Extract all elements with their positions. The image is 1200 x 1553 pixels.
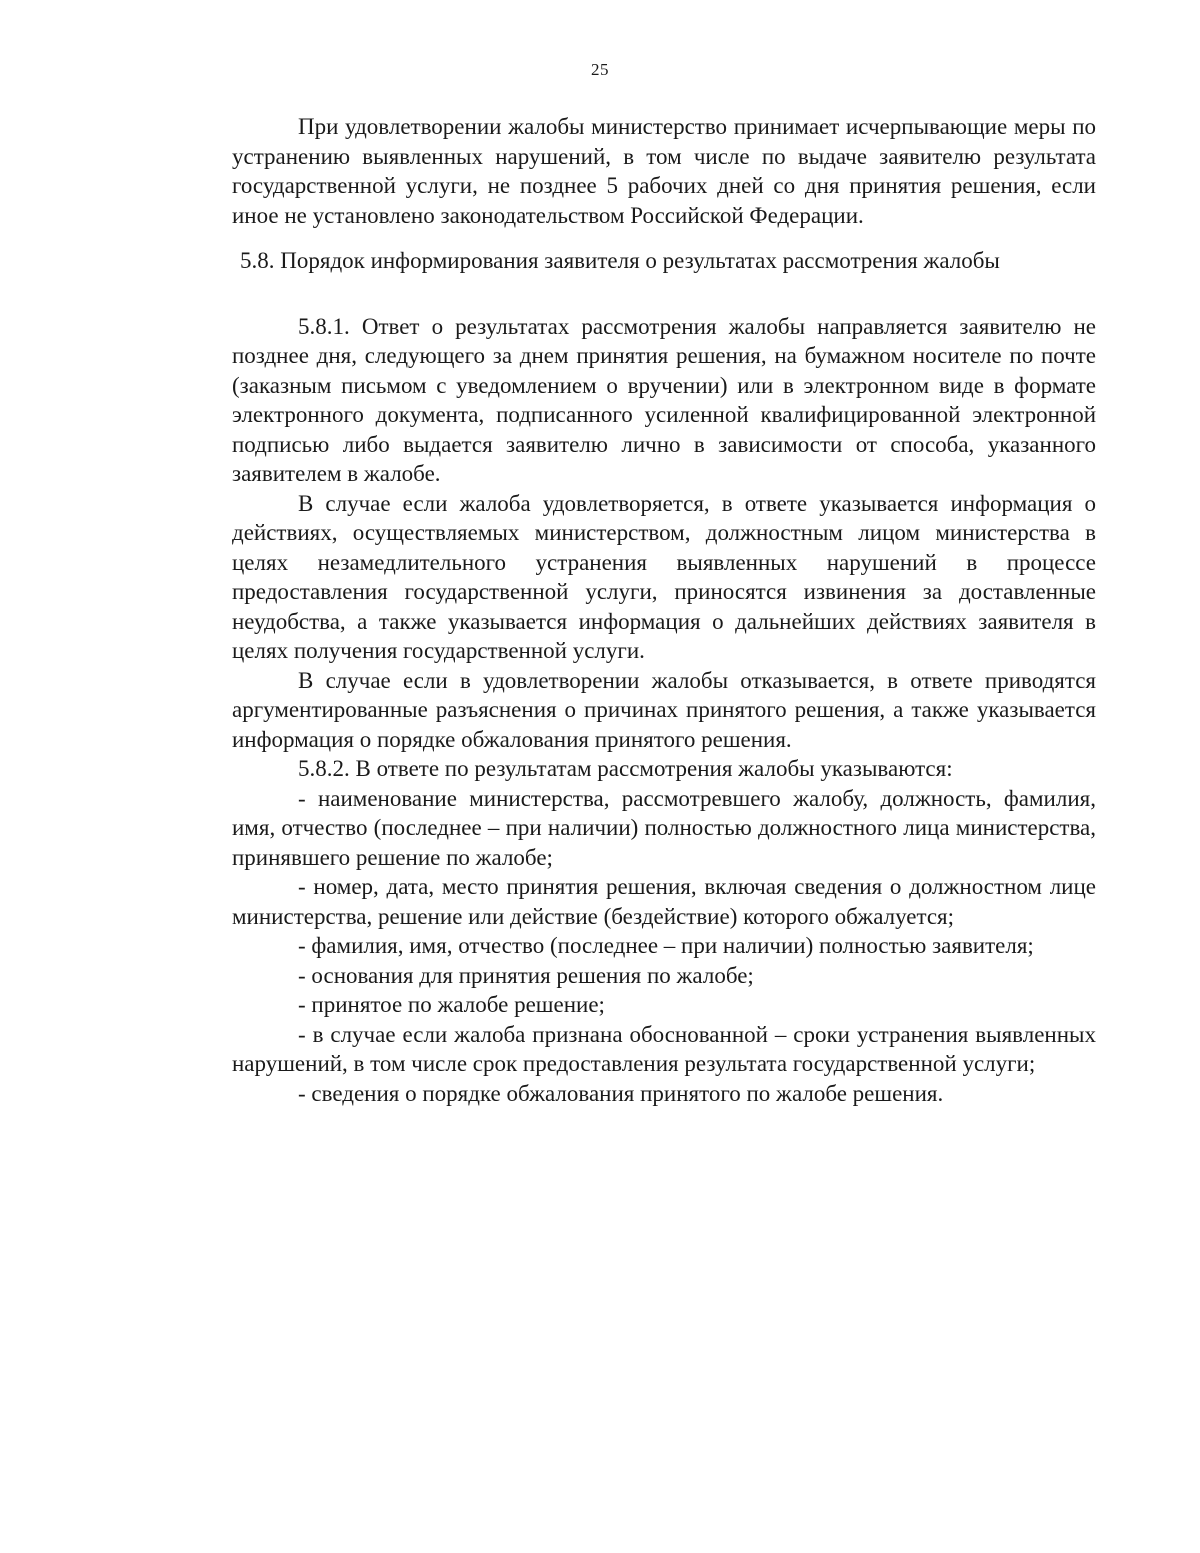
section-heading-5-8: 5.8. Порядок информирования заявителя о результатах рассмотрения жалобы [240,248,1000,273]
list-item: - принятое по жалобе решение; [298,992,605,1017]
list-item: - основания для принятия решения по жалобе; [298,962,754,988]
paragraph-5-8-2: 5.8.2. В ответе по результатам рассмотрения жалобы указываются: [298,756,953,781]
page-number: 25 [591,60,609,79]
list-item: - номер, дата, место принятия решения, включая сведения о должностном лице министерства, решение или действие (бездействие) которого обжалуется; [232,874,1096,929]
list-item: - сведения о порядке обжалования принятого по жалобе решения. [298,1080,944,1106]
list-item: - наименование министерства, рассмотревшего жалобу, должность, фамилия, имя, отчество (последнее – при наличии) полностью должностного лица министерства, принявшего решение по жалобе; [232,785,1096,870]
paragraph-complaint-satisfied: В случае если жалоба удовлетворяется, в ответе указывается информация о действиях, осуществляемых министерством, должностным лицом министерства в целях незамедлительного устранения выявленных нарушений в процессе предоставления государственной услуги, приносятся извинения за доставленные неудобства, а также указывается информация о дальнейших действиях заявителя в целях получения государственной услуги. [232,490,1096,663]
list-item: - в случае если жалоба признана обоснованной – сроки устранения выявленных нарушений, в том числе срок предоставления результата государственной услуги; [232,1021,1096,1076]
paragraph-complaint-satisfaction: При удовлетворении жалобы министерство принимает исчерпывающие меры по устранению выявленных нарушений, в том числе по выдаче заявителю результата государственной услуги, не позднее 5 рабочих дней со дня принятия решения, если иное не установлено законодательством Российской Федерации. [232,114,1096,228]
paragraph-complaint-refused: В случае если в удовлетворении жалобы отказывается, в ответе приводятся аргументированные разъяснения о причинах принятого решения, а также указывается информация о порядке обжалования принятого решения. [232,667,1096,752]
list-item: - фамилия, имя, отчество (последнее – при наличии) полностью заявителя; [298,933,1034,958]
document-body [232,112,1096,1108]
paragraph-5-8-1: 5.8.1. Ответ о результатах рассмотрения жалобы направляется заявителю не позднее дня, следующего за днем принятия решения, на бумажном носителе по почте (заказным письмом с уведомлением о вручении) или в электронном виде в формате электронного документа, подписанного усиленной квалифицированной электронной подписью либо выдается заявителю лично в зависимости от способа, указанного заявителем в жалобе. [232,313,1096,486]
